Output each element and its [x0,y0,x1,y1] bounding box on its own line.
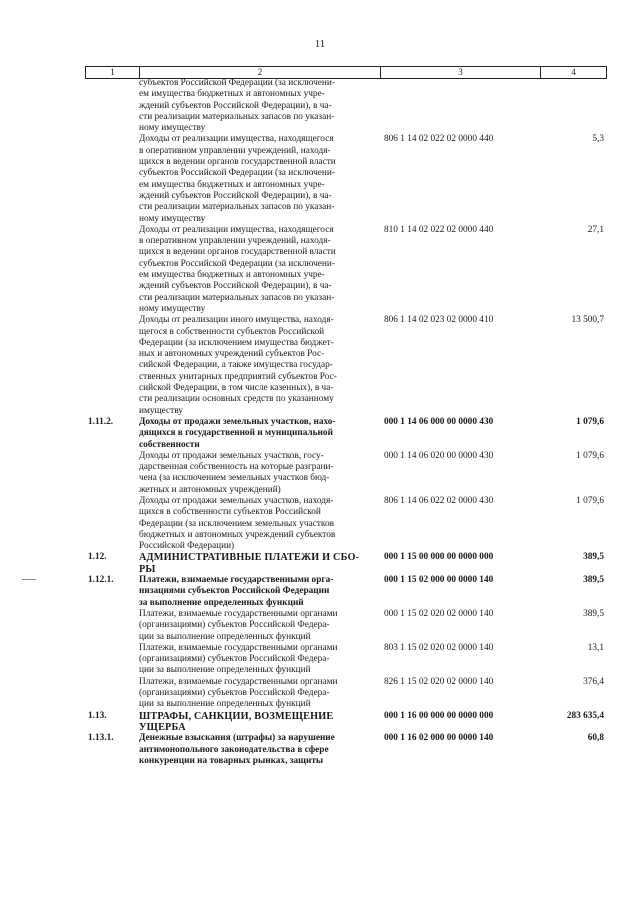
row-amount: 283 635,4 [566,710,604,721]
page-number: 11 [314,38,326,50]
table-row [85,575,606,609]
row-name: субъектов Российской Федерации (за исключени- ем имущества бюджетных и автономных учре- ждений субъектов Российской Федерации), в ча- сти реализации материальных запасов по указан- ному имуществу [139,78,335,134]
row-number: 1.12. [88,552,107,563]
row-amount: 389,5 [583,552,604,563]
row-amount: 27,1 [587,224,604,235]
row-name: Доходы от реализации иного имущества, находя- щегося в собственности субъектов Российской Федерации (за исключением имущества бюджет- ных и автономных учреждений субъектов Рос- сийской Федерации, а также имущества государ- ственных унитарных предприятий субъектов Рос- сийской Федерации, в том числе казенных), в ча- сти реализации основных средств по указанному имуществу [139,315,337,416]
column-header-1: 1 [86,67,140,79]
row-amount: 389,5 [583,575,604,586]
row-amount: 1 079,6 [576,495,604,506]
row-amount: 60,8 [587,733,604,744]
row-budget-code: 000 1 14 06 000 00 0000 430 [384,416,494,427]
row-budget-code: 826 1 15 02 020 02 0000 140 [384,676,494,687]
margin-mark [22,579,36,580]
table-row [85,451,606,496]
row-budget-code: 806 1 14 02 023 02 0000 410 [384,315,494,326]
row-name: Платежи, взимаемые государственными органами (организациями) субъектов Российской Федера- ции за выполнение определенных функций [139,676,338,710]
row-name: Платежи, взимаемые государственными органами (организациями) субъектов Российской Федера- ции за выполнение определенных функций [139,608,338,642]
table-row [85,733,606,767]
row-number: 1.11.2. [88,416,114,427]
row-amount: 1 079,6 [576,450,604,461]
table-row [85,552,606,575]
row-number: 1.12.1. [88,575,114,586]
row-budget-code: 000 1 16 02 000 00 0000 140 [384,733,494,744]
row-name: Доходы от продажи земельных участков, нахо- дящихся в государственной и муниципальной собственности [139,416,336,450]
row-budget-code: 000 1 14 06 020 00 0000 430 [384,450,494,461]
table-row [85,711,606,734]
row-name: Доходы от продажи земельных участков, госу- дарственная собственность на которые разграни- чена (за исключением земельных участков бюд- жетных и автономных учреждений) [139,450,334,495]
row-name: Доходы от продажи земельных участков, находя- щихся в собственности субъектов Российской Федерации (за исключением земельных участков бюджетных и автономных учреждений субъектов Российской Федерации) [139,495,336,552]
row-budget-code: 000 1 15 02 000 00 0000 140 [384,575,494,586]
column-header-4: 4 [541,67,607,79]
row-amount: 13,1 [587,642,604,653]
row-name: Доходы от реализации имущества, находящегося в оперативном управлении учреждений, находя- щихся в ведении органов государственной власти субъектов Российской Федерации (за исключени- ем имущества бюджетных и автономных учре- ждений субъектов Российской Федерации), в ча- сти реализации материальных запасов по указан- ному имуществу [139,134,336,224]
row-amount: 376,4 [583,676,604,687]
table-row [85,417,606,451]
column-header-2: 2 [140,67,381,79]
table-row [85,609,606,643]
row-name: ШТРАФЫ, САНКЦИИ, ВОЗМЕЩЕНИЕ УЩЕРБА [139,710,334,733]
row-name: Платежи, взимаемые государственными органами (организациями) субъектов Российской Федера- ции за выполнение определенных функций [139,642,338,676]
table-row [85,677,606,711]
table-row [85,315,606,417]
row-budget-code: 806 1 14 06 022 02 0000 430 [384,495,494,506]
row-amount: 13 500,7 [571,315,604,326]
row-budget-code: 000 1 16 00 000 00 0000 000 [384,710,494,721]
row-budget-code: 000 1 15 00 000 00 0000 000 [384,552,494,563]
row-budget-code: 803 1 15 02 020 02 0000 140 [384,642,494,653]
row-budget-code: 000 1 15 02 020 02 0000 140 [384,608,494,619]
row-name: Доходы от реализации имущества, находящегося в оперативном управлении учреждений, находя- щихся в ведении органов государственной власти субъектов Российской Федерации (за исключени- ем имущества бюджетных и автономных учре- ждений субъектов Российской Федерации), в ча- сти реализации материальных запасов по указан- ному имуществу [139,224,336,314]
row-budget-code: 806 1 14 02 022 02 0000 440 [384,134,494,145]
row-amount: 389,5 [583,608,604,619]
table-row [85,78,606,134]
revenue-table-body [85,78,606,767]
row-name: Платежи, взимаемые государственными орга- низациями субъектов Российской Федерации за выполнение определенных функций [139,575,334,608]
row-name: АДМИНИСТРАТИВНЫЕ ПЛАТЕЖИ И СБО- РЫ [139,552,360,575]
table-row [85,643,606,677]
row-number: 1.13.1. [88,733,114,744]
row-amount: 5,3 [592,134,604,145]
row-number: 1.13. [88,710,107,721]
row-budget-code: 810 1 14 02 022 02 0000 440 [384,224,494,235]
column-header-3: 3 [381,67,541,79]
table-row [85,225,606,315]
table-row [85,496,606,552]
row-amount: 1 079,6 [576,416,604,427]
row-name: Денежные взыскания (штрафы) за нарушение антимонопольного законодательства в сфере конкуренции на товарных рынках, защиты [139,733,335,766]
table-row [85,134,606,224]
